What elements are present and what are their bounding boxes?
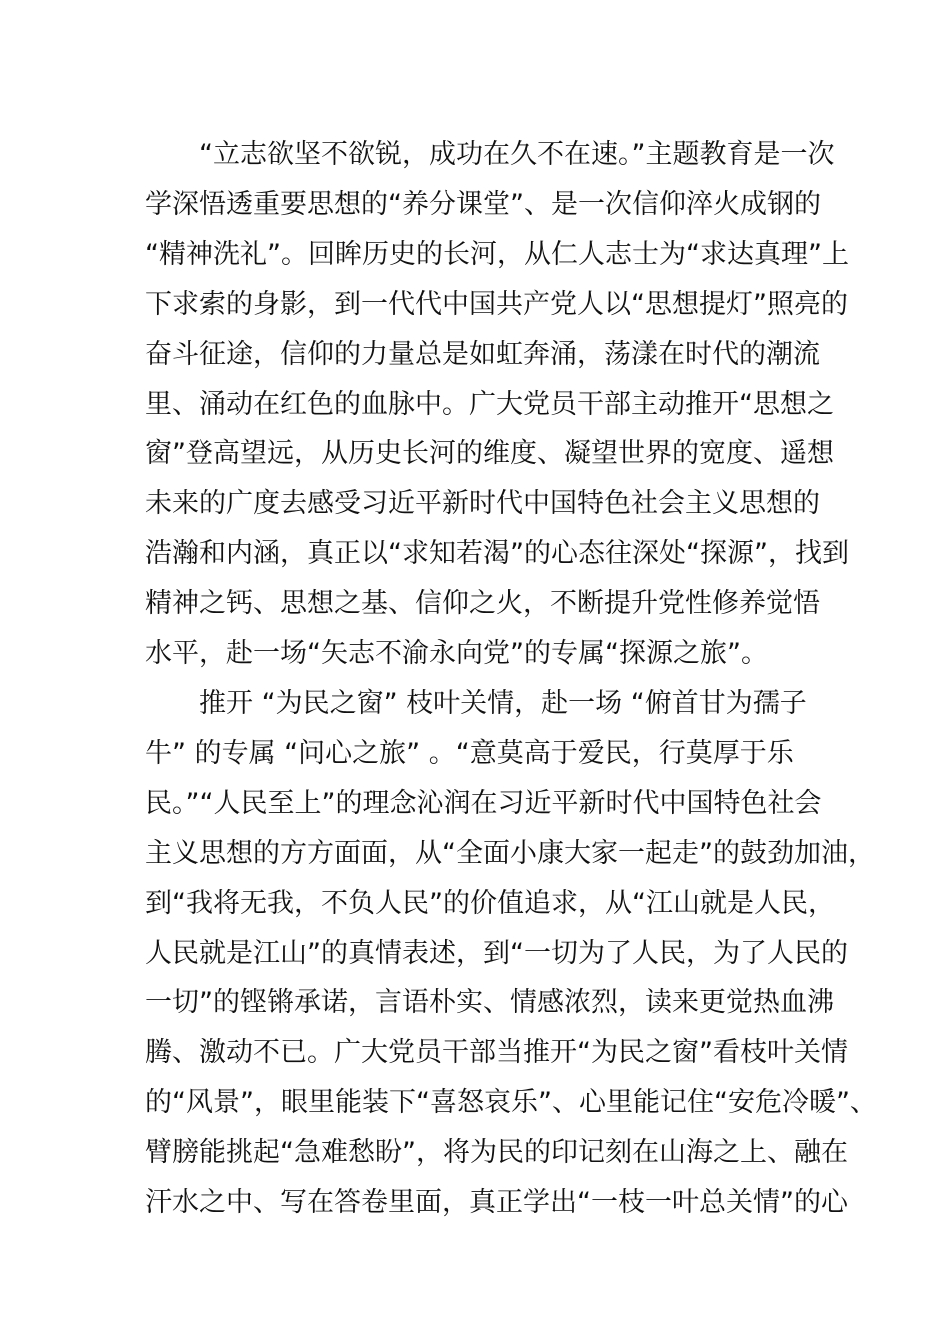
text-line: 人民就是江山”的真情表述，到“一切为了人民，为了人民的	[145, 937, 848, 969]
text-line: 的“风景”，眼里能装下“喜怒哀乐”、心里能记住“安危冷暖”、	[145, 1087, 877, 1119]
text-line: 推开 “为民之窗” 枝叶关情，赴一场 “俯首甘为孺子	[199, 687, 807, 719]
body-text	[145, 130, 877, 1228]
text-line: 里、涌动在红色的血脉中。广大党员干部主动推开“思想之	[145, 388, 834, 420]
paragraph-1	[145, 130, 849, 679]
text-line: 主义思想的方方面面，从“全面小康大家一起走”的鼓劲加油，	[145, 837, 875, 869]
text-line: 浩瀚和内涵，真正以“求知若渴”的心态往深处“探源”，找到	[145, 538, 849, 570]
text-line: 窗”登高望远，从历史长河的维度、凝望世界的宽度、遥想	[145, 438, 834, 470]
text-line: 未来的广度去感受习近平新时代中国特色社会主义思想的	[145, 488, 820, 520]
text-line: 到“我将无我，不负人民”的价值追求，从“江山就是人民，	[145, 887, 835, 919]
text-line: 精神之钙、思想之基、信仰之火，不断提升党性修养觉悟	[145, 588, 820, 620]
text-line: 下求索的身影，到一代代中国共产党人以“思想提灯”照亮的	[145, 288, 848, 320]
text-line: 学深悟透重要思想的“养分课堂”、是一次信仰淬火成钢的	[145, 188, 821, 220]
text-line: 民。”“人民至上”的理念沁润在习近平新时代中国特色社会	[145, 787, 822, 819]
text-line: “精神洗礼”。回眸历史的长河，从仁人志士为“求达真理”上	[145, 238, 849, 270]
text-line: 一切”的铿锵承诺，言语朴实、情感浓烈，读来更觉热血沸	[145, 987, 834, 1019]
text-line: 水平，赴一场“矢志不渝永向党”的专属“探源之旅”。	[145, 638, 768, 670]
paragraph-2	[145, 679, 877, 1228]
text-line: 臂膀能挑起“急难愁盼”，将为民的印记刻在山海之上、融在	[145, 1137, 848, 1169]
text-line: 腾、激动不已。广大党员干部当推开“为民之窗”看枝叶关情	[145, 1037, 848, 1069]
text-line: 汗水之中、写在答卷里面，真正学出“一枝一叶总关情”的心	[145, 1187, 848, 1219]
text-line: “立志欲坚不欲锐，成功在久不在速。”主题教育是一次	[199, 139, 835, 170]
text-line: 奋斗征途，信仰的力量总是如虹奔涌，荡漾在时代的潮流	[145, 338, 820, 370]
text-line: 牛” 的专属 “问心之旅” 。“意莫高于爱民，行莫厚于乐	[145, 737, 794, 769]
